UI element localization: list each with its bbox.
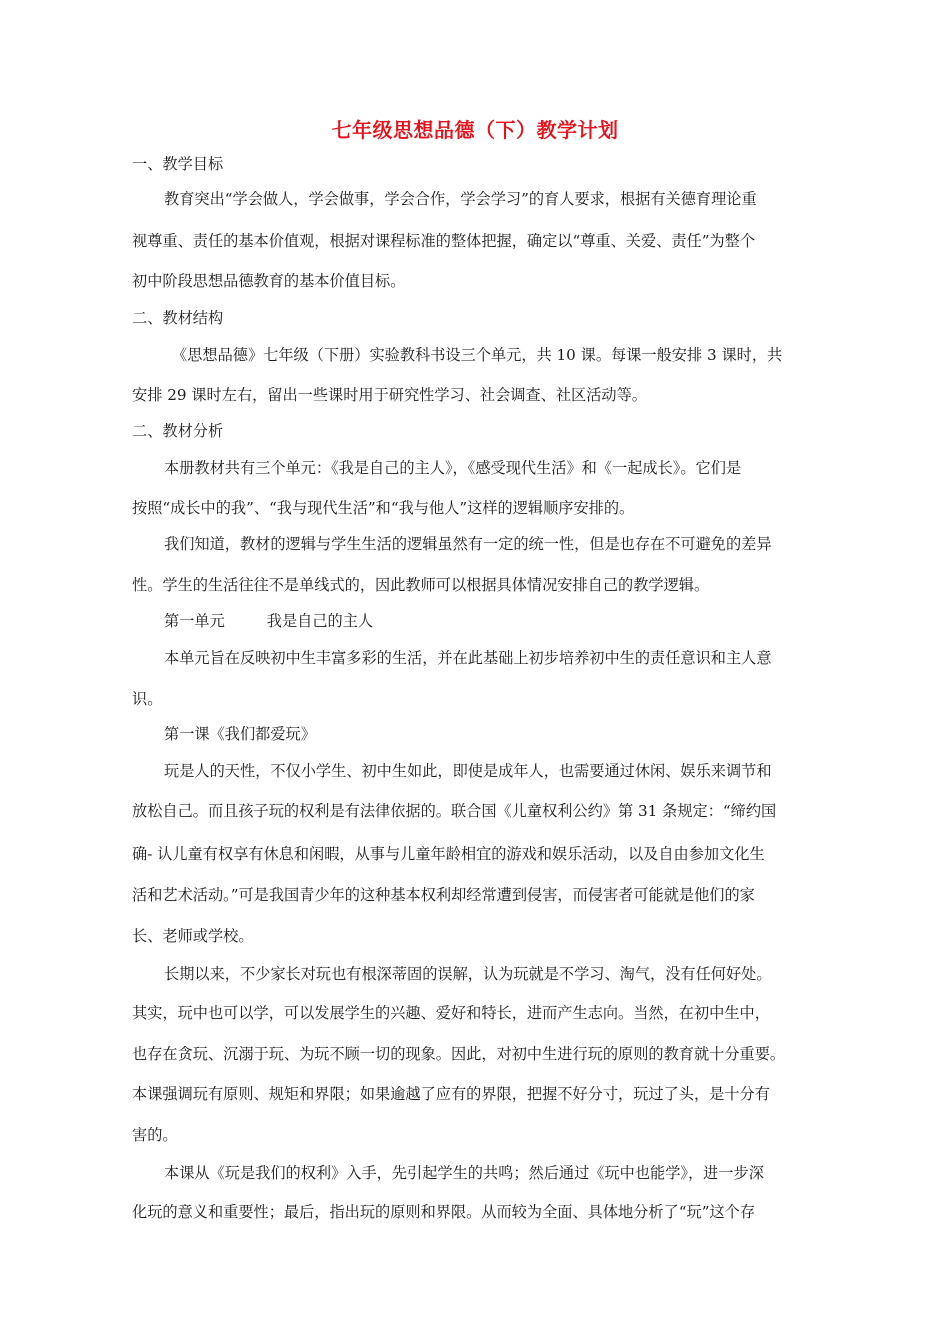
paragraph-line: 视尊重、责任的基本价值观，根据对课程标准的整体把握，确定以“尊重、关爱、责任”为整个: [132, 232, 756, 250]
paragraph-line: 安排 29 课时左右，留出一些课时用于研究性学习、社会调查、社区活动等。: [132, 386, 647, 404]
paragraph-line: 玩是人的天性，不仅小学生、初中生如此，即使是成年人，也需要通过休闲、娱乐来调节和: [164, 762, 772, 780]
paragraph-line: 放松自己。而且孩子玩的权利是有法律依据的。联合国《儿童权利公约》第 31 条规定：“缔约国: [132, 802, 777, 820]
paragraph-line: 其实，玩中也可以学，可以发展学生的兴趣、爱好和特长，进而产生志向。当然，在初中生中，: [132, 1004, 770, 1022]
paragraph-line: 长期以来，不少家长对玩也有根深蒂固的误解，认为玩就是不学习、淘气，没有任何好处。: [164, 965, 772, 983]
lesson-heading: 第一课《我们都爱玩》: [164, 725, 316, 743]
unit-heading: [164, 610, 373, 632]
paragraph-line: 我们知道，教材的逻辑与学生生活的逻辑虽然有一定的统一性，但是也存在不可避免的差异: [164, 535, 772, 553]
heading-textbook-structure: 二、教材结构: [132, 309, 224, 327]
paragraph-line: 化玩的意义和重要性；最后，指出玩的原则和界限。从而较为全面、具体地分析了“玩”这个存: [132, 1203, 756, 1221]
paragraph-line: 教育突出“学会做人，学会做事，学会合作，学会学习”的育人要求，根据有关德育理论重: [164, 190, 757, 208]
heading-textbook-analysis: 二、教材分析: [132, 422, 224, 440]
paragraph-line: 活和艺术活动。”可是我国青少年的这种基本权利却经常遭到侵害，而侵害者可能就是他们的家: [132, 886, 755, 904]
heading-teaching-goals: 一、教学目标: [132, 155, 224, 173]
paragraph-line: 也存在贪玩、沉溺于玩、为玩不顾一切的现象。因此，对初中生进行玩的原则的教育就十分重要。: [132, 1045, 786, 1063]
paragraph-line: 本单元旨在反映初中生丰富多彩的生活，并在此基础上初步培养初中生的责任意识和主人意: [164, 649, 772, 667]
paragraph-line: 本课强调玩有原则、规矩和界限；如果逾越了应有的界限，把握不好分寸，玩过了头，是十分有: [132, 1085, 770, 1103]
document-title: 七年级思想品德（下）教学计划: [331, 118, 619, 142]
paragraph-line: 本课从《玩是我们的权利》入手，先引起学生的共鸣；然后通过《玩中也能学》，进一步深: [164, 1164, 764, 1182]
paragraph-line: 按照“成长中的我”、“我与现代生活”和“我与他人”这样的逻辑顺序安排的。: [132, 499, 635, 517]
paragraph-line: 初中阶段思想品德教育的基本价值目标。: [132, 272, 406, 290]
paragraph-line: 确- 认儿童有权享有休息和闲暇，从事与儿童年龄相宜的游戏和娱乐活动，以及自由参加文化生: [132, 845, 765, 863]
unit-number: 第一单元: [164, 612, 225, 630]
paragraph-line: 本册教材共有三个单元：《我是自己的主人》，《感受现代生活》和《一起成长》。它们是: [164, 459, 742, 477]
unit-title: 我是自己的主人: [266, 612, 374, 630]
paragraph-line: 长、老师或学校。: [132, 927, 254, 945]
paragraph-line: 《思想品德》七年级（下册）实验教科书设三个单元，共 10 课。每课一般安排 3 课时，共: [172, 346, 783, 364]
paragraph-line: 性。学生的生活往往不是单线式的，因此教师可以根据具体情况安排自己的教学逻辑。: [132, 576, 710, 594]
paragraph-line: 害的。: [132, 1126, 178, 1144]
paragraph-line: 识。: [132, 690, 163, 708]
